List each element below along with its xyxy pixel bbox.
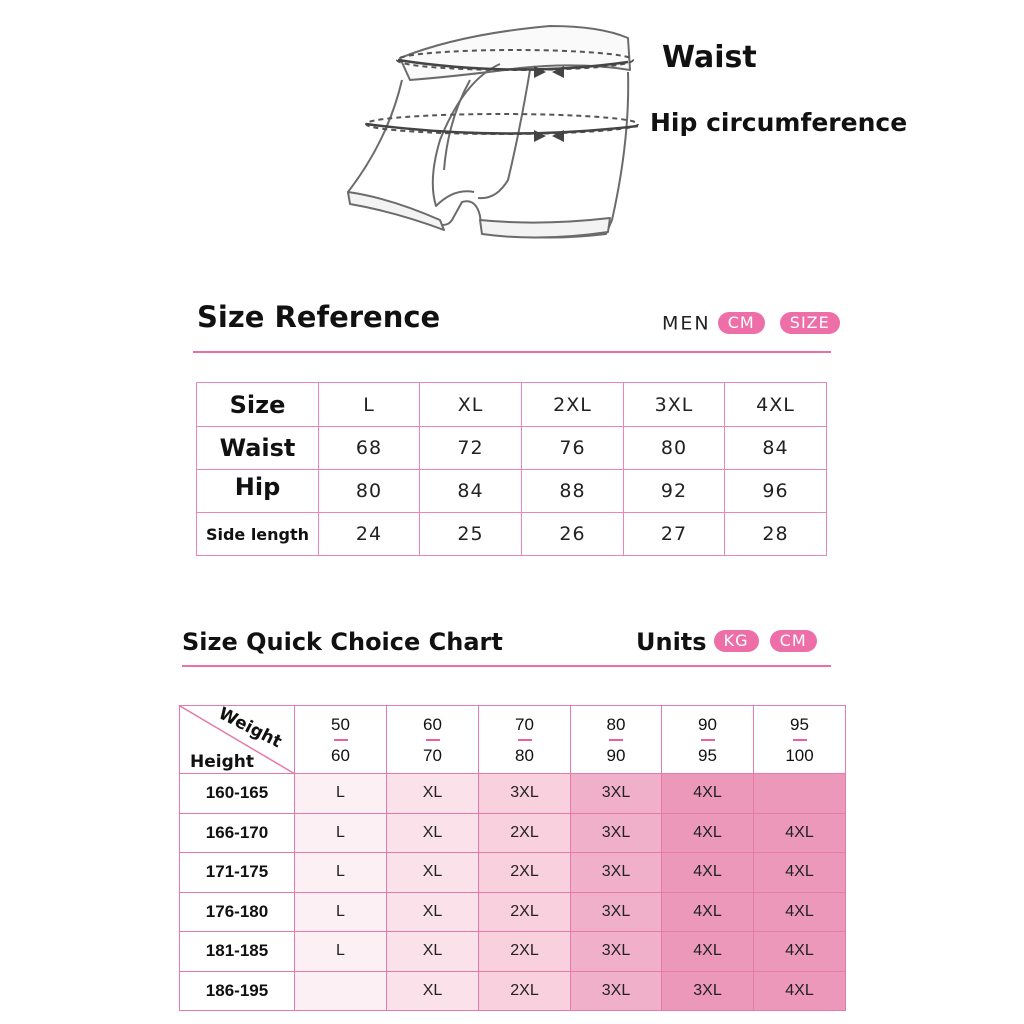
waist-label: Waist xyxy=(662,40,757,75)
row-label: Size xyxy=(197,383,319,427)
table-cell: 96 xyxy=(725,470,827,513)
table-cell: 84 xyxy=(420,470,522,513)
size-cell: 2XL xyxy=(479,813,571,853)
size-cell xyxy=(295,971,387,1011)
table-cell: 80 xyxy=(319,470,420,513)
weight-min: 60 xyxy=(423,714,442,734)
weight-corner-label: Weight xyxy=(215,703,285,753)
height-range: 181-185 xyxy=(180,932,295,972)
quick-chart-divider xyxy=(182,665,831,667)
table-cell: L xyxy=(319,383,420,427)
height-range: 166-170 xyxy=(180,813,295,853)
table-row xyxy=(197,383,827,427)
weight-max: 70 xyxy=(423,745,442,765)
kg-pill: KG xyxy=(714,630,759,652)
height-range: 160-165 xyxy=(180,774,295,814)
table-cell: 68 xyxy=(319,427,420,470)
size-cell: 2XL xyxy=(479,932,571,972)
size-cell: 3XL xyxy=(571,932,662,972)
weight-header xyxy=(754,706,846,774)
weight-header xyxy=(295,706,387,774)
height-range: 176-180 xyxy=(180,892,295,932)
quick-choice-table xyxy=(179,705,846,1011)
weight-header xyxy=(479,706,571,774)
row-label: Side length xyxy=(197,513,319,556)
size-reference-tags xyxy=(662,312,840,335)
weight-header-row xyxy=(180,706,846,774)
size-cell: 2XL xyxy=(479,892,571,932)
size-cell: 3XL xyxy=(571,813,662,853)
row-label: Hip xyxy=(197,470,319,513)
cm-pill: CM xyxy=(718,312,765,334)
size-cell: L xyxy=(295,892,387,932)
size-cell: 4XL xyxy=(662,853,754,893)
table-cell: 76 xyxy=(522,427,624,470)
size-cell: 2XL xyxy=(479,971,571,1011)
size-cell: XL xyxy=(387,892,479,932)
size-cell: 4XL xyxy=(754,813,846,853)
weight-min: 70 xyxy=(515,714,534,734)
weight-max: 80 xyxy=(515,745,534,765)
size-cell: 4XL xyxy=(662,932,754,972)
size-cell: 3XL xyxy=(571,971,662,1011)
quick-chart-title: Size Quick Choice Chart xyxy=(182,628,503,656)
units-label: Units xyxy=(636,628,707,656)
size-cell: 4XL xyxy=(662,813,754,853)
table-cell: 25 xyxy=(420,513,522,556)
corner-header xyxy=(180,703,295,774)
table-cell: 72 xyxy=(420,427,522,470)
size-cell: 3XL xyxy=(571,892,662,932)
size-cell: 3XL xyxy=(662,971,754,1011)
table-row xyxy=(180,971,846,1011)
size-cell: 4XL xyxy=(754,971,846,1011)
boxer-briefs-diagram xyxy=(340,20,640,250)
size-cell: L xyxy=(295,932,387,972)
row-label: Waist xyxy=(197,427,319,470)
table-row xyxy=(197,427,827,470)
size-cell: XL xyxy=(387,774,479,814)
weight-min: 90 xyxy=(698,714,717,734)
size-cell: 3XL xyxy=(479,774,571,814)
table-row xyxy=(197,470,827,513)
table-cell: 4XL xyxy=(725,383,827,427)
table-cell: 88 xyxy=(522,470,624,513)
table-cell: 26 xyxy=(522,513,624,556)
size-cell: XL xyxy=(387,971,479,1011)
table-row xyxy=(180,813,846,853)
men-tag: MEN xyxy=(662,312,711,335)
size-cell: XL xyxy=(387,853,479,893)
table-cell: 27 xyxy=(624,513,725,556)
hip-circumference-label: Hip circumference xyxy=(650,108,908,137)
table-cell: 24 xyxy=(319,513,420,556)
size-cell: L xyxy=(295,813,387,853)
weight-max: 60 xyxy=(331,745,350,765)
size-cell: XL xyxy=(387,813,479,853)
weight-min: 50 xyxy=(331,714,350,734)
size-cell: 4XL xyxy=(662,892,754,932)
table-row xyxy=(180,892,846,932)
size-pill: SIZE xyxy=(780,312,840,334)
height-corner-label: Height xyxy=(190,752,254,772)
size-cell: 4XL xyxy=(662,774,754,814)
size-cell: 3XL xyxy=(571,774,662,814)
table-row xyxy=(180,932,846,972)
table-cell: 80 xyxy=(624,427,725,470)
table-cell: 3XL xyxy=(624,383,725,427)
weight-max: 100 xyxy=(785,745,814,765)
weight-max: 90 xyxy=(606,745,626,765)
size-cell: XL xyxy=(387,932,479,972)
table-row xyxy=(180,774,846,814)
size-reference-title: Size Reference xyxy=(197,300,441,334)
weight-header xyxy=(662,706,754,774)
table-row xyxy=(197,513,827,556)
cm-pill: CM xyxy=(770,630,817,652)
table-cell: 92 xyxy=(624,470,725,513)
size-cell: 4XL xyxy=(754,892,846,932)
units-tags xyxy=(636,628,817,656)
size-cell: 4XL xyxy=(754,853,846,893)
size-cell: 2XL xyxy=(479,853,571,893)
height-range: 171-175 xyxy=(180,853,295,893)
table-cell: 28 xyxy=(725,513,827,556)
weight-min: 80 xyxy=(606,714,626,734)
height-range: 186-195 xyxy=(180,971,295,1011)
weight-max: 95 xyxy=(698,745,717,765)
size-cell: 4XL xyxy=(754,932,846,972)
weight-header xyxy=(571,706,662,774)
table-cell: 2XL xyxy=(522,383,624,427)
size-reference-table xyxy=(196,382,827,556)
weight-header xyxy=(387,706,479,774)
size-cell: 3XL xyxy=(571,853,662,893)
table-cell: 84 xyxy=(725,427,827,470)
table-cell: XL xyxy=(420,383,522,427)
table-row xyxy=(180,853,846,893)
size-cell xyxy=(754,774,846,814)
size-cell: L xyxy=(295,774,387,814)
size-cell: L xyxy=(295,853,387,893)
weight-min: 95 xyxy=(790,714,809,734)
size-reference-divider xyxy=(193,351,831,353)
